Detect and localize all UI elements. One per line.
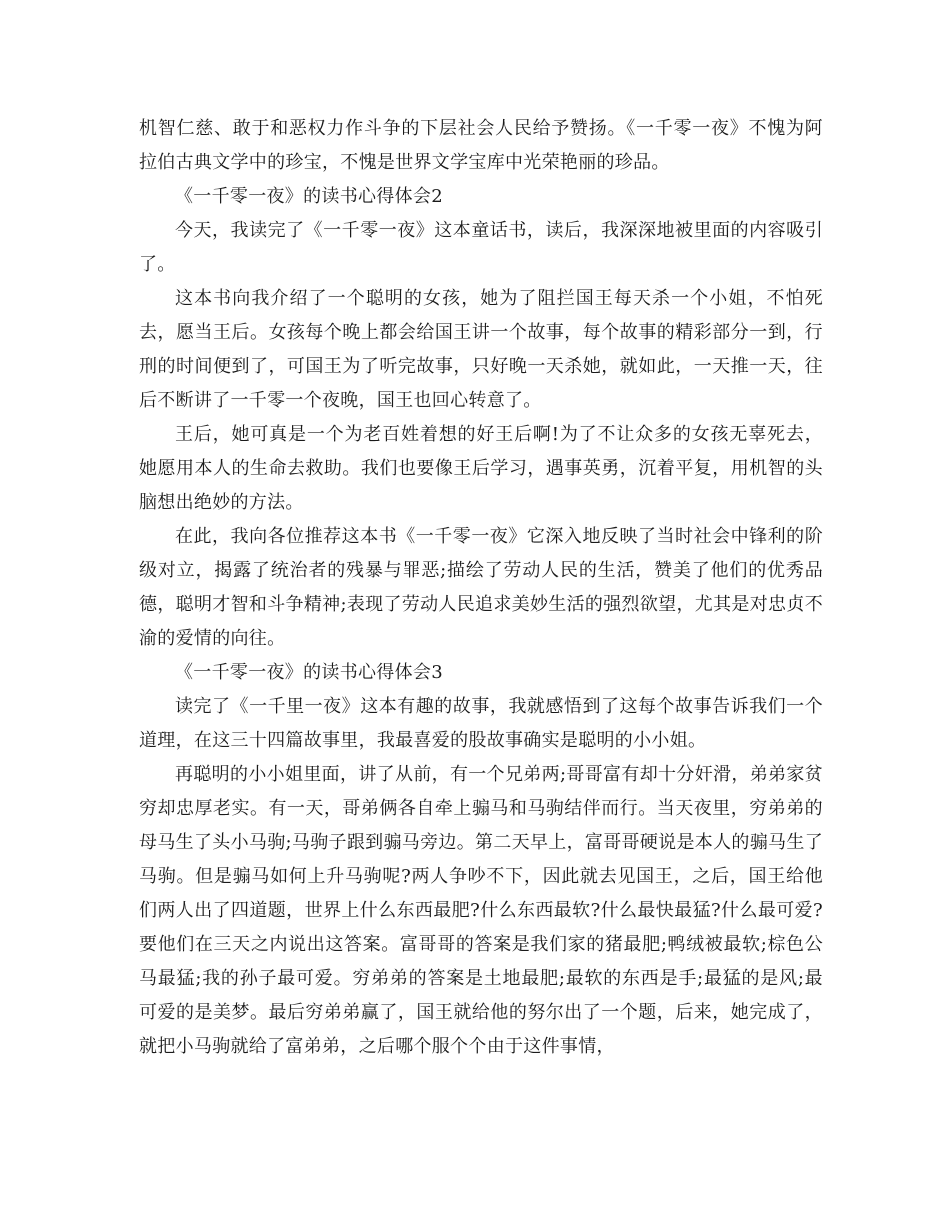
paragraph: 今天，我读完了《一千零一夜》这本童话书，读后，我深深地被里面的内容吸引了。 <box>139 220 823 275</box>
section-heading-3: 《一千零一夜》的读书心得体会3 <box>175 662 443 683</box>
paragraph: 读完了《一千里一夜》这本有趣的故事，我就感悟到了这每个故事告诉我们一个道理，在这三十四篇故事里，我最喜爱的股故事确实是聪明的小小姐。 <box>139 696 823 751</box>
paragraph: 王后，她可真是一个为老百姓着想的好王后啊!为了不让众多的女孩无辜死去，她愿用本人的生命去救助。我们也要像王后学习，遇事英勇，沉着平复，用机智的头脑想出绝妙的方法。 <box>139 424 823 513</box>
paragraph: 在此，我向各位推荐这本书《一千零一夜》它深入地反映了当时社会中锋利的阶级对立，揭露了统治者的残暴与罪恶;描绘了劳动人民的生活，赞美了他们的优秀品德，聪明才智和斗争精神;表现了劳动人民追求美妙生活的强烈欲望，尤其是对忠贞不渝的爱情的向往。 <box>139 526 823 649</box>
paragraph: 再聪明的小小姐里面，讲了从前，有一个兄弟两;哥哥富有却十分奸滑，弟弟家贫穷却忠厚老实。有一天，哥弟俩各自牵上骟马和马驹结伴而行。当天夜里，穷弟弟的母马生了头小马驹;马驹子跟到骟马旁边。第二天早上，富哥哥硬说是本人的骟马生了马驹。但是骟马如何上升马驹呢?两人争吵不下，因此就去见国王，之后，国王给他们两人出了四道题，世界上什么东西最肥?什么东西最软?什么最快最猛?什么最可爱?要他们在三天之内说出这答案。富哥哥的答案是我们家的猪最肥;鸭绒被最软;棕色公马最猛;我的孙子最可爱。穷弟弟的答案是土地最肥;最软的东西是手;最猛的是风;最可爱的是美梦。最后穷弟弟赢了，国王就给他的努尔出了一个题，后来，她完成了，就把小马驹就给了富弟弟，之后哪个服个个由于这件事情， <box>139 764 823 1057</box>
paragraph: 这本书向我介绍了一个聪明的女孩，她为了阻拦国王每天杀一个小姐，不怕死去，愿当王后。女孩每个晚上都会给国王讲一个故事，每个故事的精彩部分一到，行刑的时间便到了，可国王为了听完故事，只好晚一天杀她，就如此，一天推一天，往后不断讲了一千零一个夜晚，国王也回心转意了。 <box>139 288 823 411</box>
document-page <box>139 112 823 1064</box>
section-heading-2: 《一千零一夜》的读书心得体会2 <box>175 186 443 207</box>
paragraph-intro: 机智仁慈、敢于和恶权力作斗争的下层社会人民给予赞扬。《一千零一夜》不愧为阿拉伯古典文学中的珍宝，不愧是世界文学宝库中光荣艳丽的珍品。 <box>139 118 823 173</box>
